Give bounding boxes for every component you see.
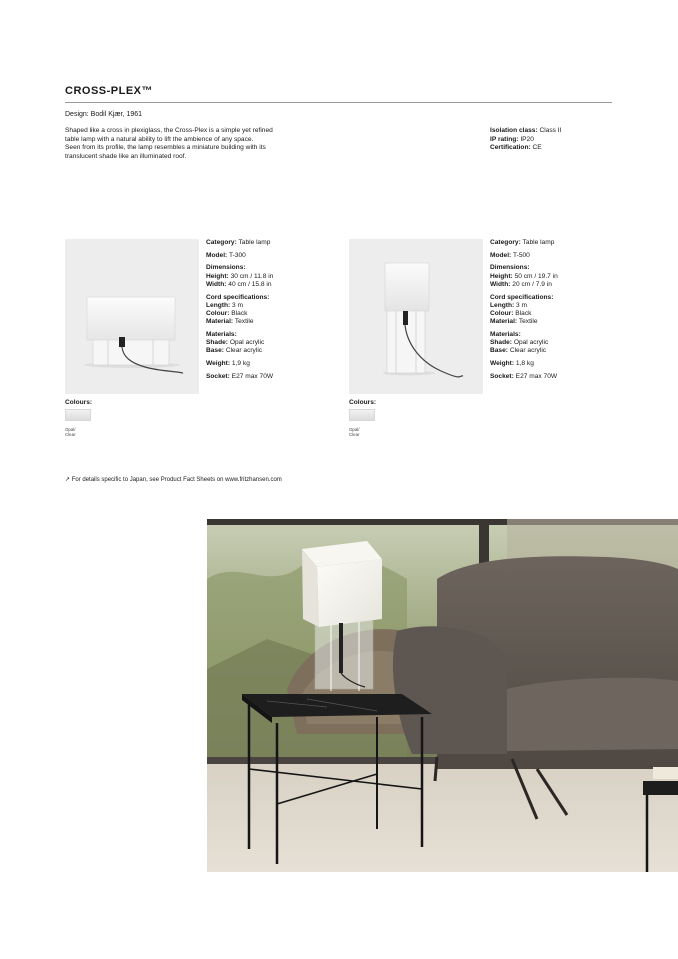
group-heading: Cord specifications: [206,293,270,301]
spec-label: Socket: [490,372,514,380]
description-line: Shaped like a cross in plexiglass, the Cross-Plex is a simple yet refined [65,127,273,134]
product-image-t300 [65,239,199,394]
swatch-label-line: Opal/ [65,427,76,432]
product-image-t500 [349,239,483,394]
dimensions-group [490,264,620,289]
spec-label: Category: [490,239,521,246]
designer-credit: Design: Bodil Kjær, 1961 [65,111,143,118]
page-title: CROSS-PLEX™ [65,85,154,97]
isolation-class-row [490,127,561,136]
materials-group [206,331,336,356]
spec-label: Width: [206,280,227,288]
spec-label: Base: [490,347,508,355]
technical-specs [490,127,561,153]
spec-label: Colour: [490,309,514,317]
colours-title: Colours: [65,399,93,406]
spec-value: T-300 [228,251,246,259]
spec-value: 30 cm / 11.8 in [230,272,274,280]
spec-label: Height: [490,272,513,280]
description-line: table lamp with a natural ability to lift the ambience of any space. [65,135,254,143]
spec-label: Length: [490,301,515,309]
spec-label: Shade: [490,339,512,347]
spec-list-t300 [206,239,336,385]
spec-value: T-500 [512,251,530,259]
swatch-label-line: Opal/ [349,427,360,432]
socket-row [206,373,336,381]
spec-label: Length: [206,301,231,309]
spec-value: Clear acrylic [509,347,547,355]
spec-value: E27 max 70W [231,372,274,380]
ip-rating-row [490,136,561,145]
spec-value: Textile [518,318,538,326]
spec-value: 1,8 kg [515,359,534,367]
materials-group [490,331,620,356]
spec-value: 40 cm / 15.8 in [228,280,272,288]
group-heading: Materials: [206,330,237,338]
model-row [490,252,620,260]
group-heading: Dimensions: [206,264,246,272]
spec-value: 3 m [232,301,244,309]
spec-value: Table lamp [522,239,555,246]
spec-value: Class II [539,127,562,134]
spec-list-t500 [490,239,620,385]
spec-label: Model: [490,251,512,259]
spec-label: Category: [206,239,237,246]
spec-value: 3 m [516,301,528,309]
spec-value: Black [231,309,248,317]
spec-value: Opal acrylic [513,339,549,347]
lamp-t500-illustration [349,239,483,394]
weight-row [206,360,336,368]
spec-label: Weight: [490,359,515,367]
cord-group [490,294,620,327]
spec-value: Opal acrylic [229,339,265,347]
colour-swatch-opal-clear [65,409,91,421]
cord-group [206,294,336,327]
spec-value: Table lamp [238,239,271,246]
colour-swatch-opal-clear [349,409,375,421]
japan-footnote: ↗ For details specific to Japan, see Product Fact Sheets on www.fritzhansen.com [65,477,282,483]
spec-label: Colour: [206,309,230,317]
spec-label: Base: [206,347,224,355]
spec-label: Socket: [206,372,230,380]
product-description [65,127,335,161]
spec-value: 20 cm / 7.9 in [512,280,552,288]
spec-value: IP20 [520,135,534,143]
colours-title: Colours: [349,399,377,406]
spec-value: Clear acrylic [225,347,263,355]
certification-row [490,144,561,153]
spec-label: Isolation class: [490,127,538,134]
spec-value: 1,9 kg [231,359,250,367]
lamp-t300-illustration [65,239,199,394]
swatch-label-line: Clear [349,432,360,437]
swatch-label [65,427,76,437]
socket-row [490,373,620,381]
spec-value: Textile [234,318,254,326]
spec-label: Material: [490,318,518,326]
model-row [206,252,336,260]
category-row [206,239,336,247]
title-divider [65,102,612,103]
spec-label: Certification: [490,144,531,151]
category-row [490,239,620,247]
weight-row [490,360,620,368]
spec-label: Weight: [206,359,231,367]
spec-label: Material: [206,318,234,326]
description-line: translucent shade like an illuminated roof. [65,152,187,160]
spec-value: E27 max 70W [515,372,558,380]
spec-value: 50 cm / 19.7 in [514,272,558,280]
spec-value: Black [515,309,532,317]
group-heading: Materials: [490,330,521,338]
living-room-scene [207,519,678,872]
lifestyle-photo [207,519,678,872]
description-line: Seen from its profile, the lamp resembles a miniature building with its [65,144,266,151]
spec-label: Model: [206,251,228,259]
swatch-label-line: Clear [65,432,76,437]
spec-label: IP rating: [490,135,519,143]
spec-value: CE [532,144,542,151]
group-heading: Cord specifications: [490,293,554,301]
spec-label: Shade: [206,339,228,347]
swatch-label [349,427,360,437]
group-heading: Dimensions: [490,264,530,272]
spec-label: Width: [490,280,511,288]
spec-label: Height: [206,272,229,280]
dimensions-group [206,264,336,289]
